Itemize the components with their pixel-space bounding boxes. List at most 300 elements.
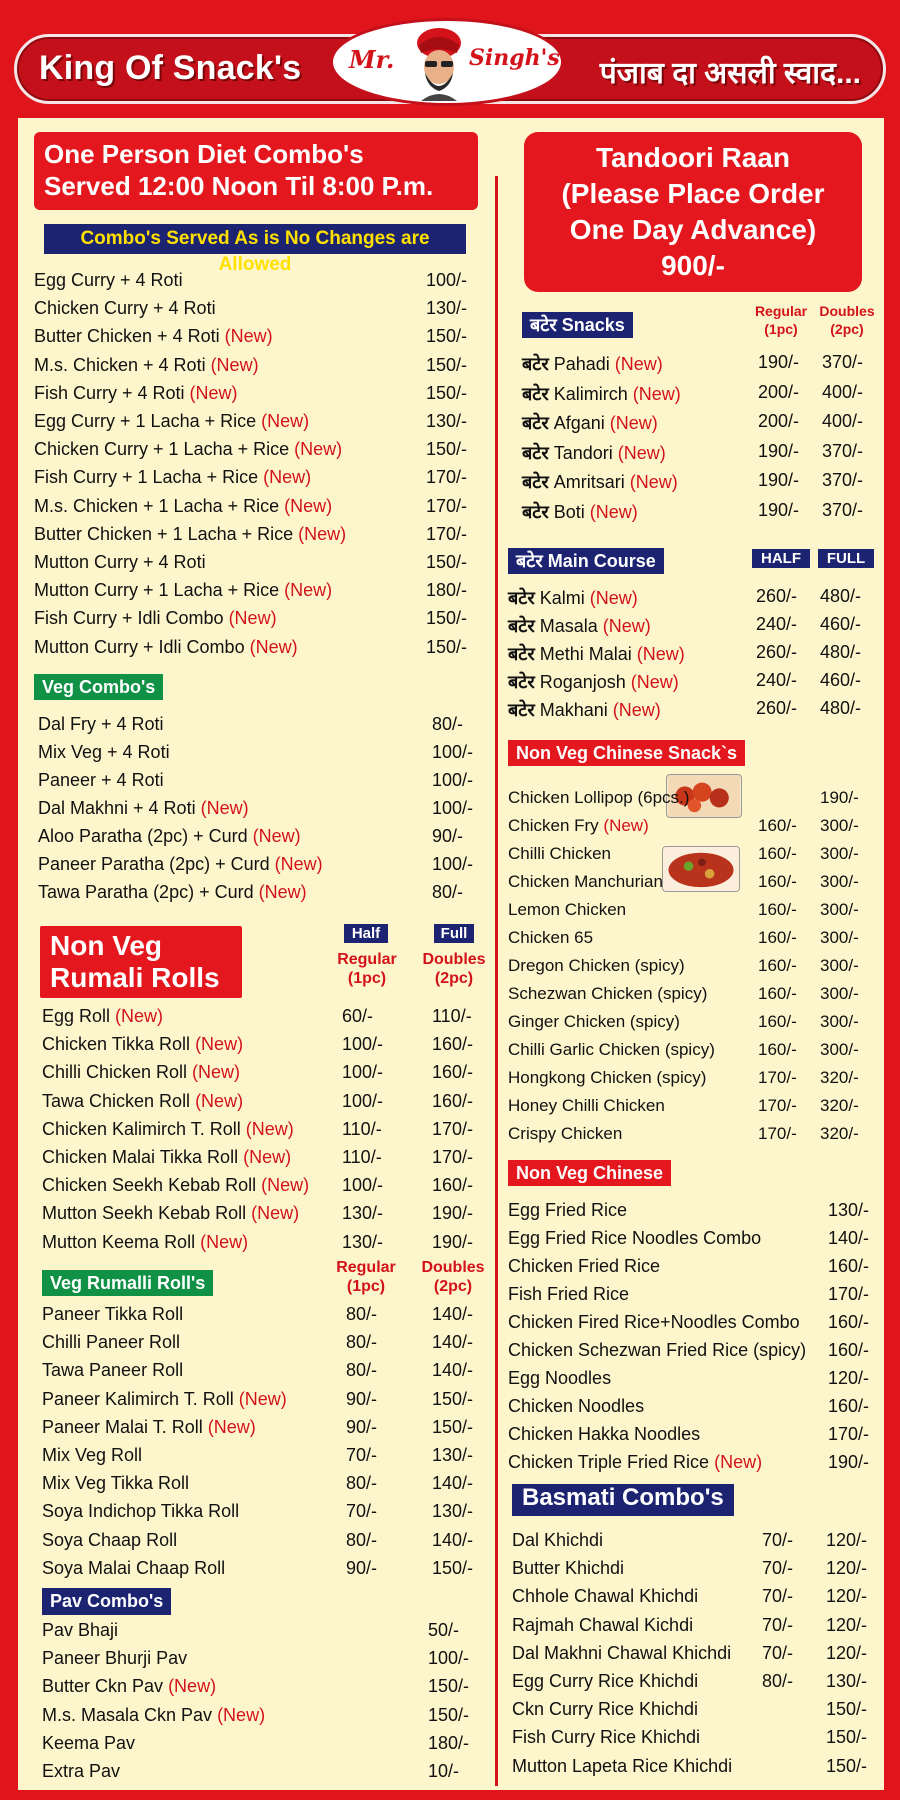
item-name	[42, 1501, 239, 1522]
new-badge: (New)	[233, 1388, 287, 1409]
menu-item-row	[34, 637, 474, 663]
item-name	[42, 1006, 163, 1027]
item-name	[42, 1389, 287, 1410]
item-name-text: Egg Fried Rice Noodles Combo	[508, 1228, 762, 1248]
new-badge: (New)	[202, 1416, 256, 1437]
diet-title-line-2: Served 12:00 Noon Til 8:00 P.m.	[44, 171, 434, 201]
item-name-text: Extra Pav	[42, 1761, 121, 1781]
new-badge: (New)	[269, 854, 323, 874]
item-name	[508, 788, 689, 808]
item-name	[508, 1200, 627, 1221]
tandoori-raan-box	[524, 132, 862, 292]
menu-item-row	[508, 816, 878, 842]
bater-prefix: बटेर	[508, 672, 540, 692]
item-name	[34, 355, 259, 376]
menu-item-row	[512, 1643, 874, 1669]
item-price: 100/-	[432, 742, 474, 762]
menu-item-row	[522, 382, 882, 408]
item-price-regular: 160/-	[758, 928, 797, 947]
bater-main-label: Main Course	[547, 551, 656, 571]
item-name-text: Chicken Schezwan Fried Rice (spicy)	[508, 1340, 807, 1360]
menu-item-row	[508, 670, 878, 696]
item-price-regular: 200/-	[758, 381, 800, 402]
item-price-regular: 170/-	[758, 1096, 797, 1115]
new-badge: (New)	[240, 1118, 294, 1139]
menu-item-row	[42, 1705, 492, 1731]
item-price-double: 150/-	[432, 1416, 474, 1437]
menu-item-row	[512, 1558, 874, 1584]
menu-item-row	[34, 580, 474, 606]
item-price: 170/-	[828, 1424, 870, 1444]
menu-item-row	[508, 1340, 878, 1366]
item-price-double: 460/-	[820, 614, 862, 634]
menu-item-row	[508, 1124, 878, 1150]
item-price: 10/-	[428, 1761, 460, 1781]
item-price-regular: 80/-	[346, 1529, 378, 1550]
menu-item-row	[508, 1012, 878, 1038]
item-name	[512, 1699, 698, 1720]
item-name-text: Aloo Paratha (2pc) + Curd	[38, 826, 248, 846]
bater-prefix: बटेर	[508, 644, 540, 664]
veg-rolls-doubles-label	[410, 1258, 496, 1296]
new-badge: (New)	[612, 442, 666, 463]
veg-rolls-doubles-text: Doubles (2pc)	[421, 1259, 485, 1295]
item-name-text: Fish Curry + 4 Roti	[34, 382, 185, 403]
item-name-text: Butter Ckn Pav	[42, 1676, 164, 1697]
item-price-double: 120/-	[826, 1558, 868, 1579]
item-name	[522, 382, 681, 406]
menu-item-row	[512, 1699, 874, 1725]
bater-prefix: बटेर	[522, 501, 554, 522]
item-name-text: Chicken Malai Tikka Roll	[42, 1147, 239, 1167]
item-name-text: Paneer Paratha (2pc) + Curd	[38, 854, 270, 874]
item-name	[508, 1396, 644, 1417]
bater-prefix: बटेर	[522, 442, 554, 463]
item-price-regular: 100/-	[342, 1090, 384, 1111]
item-name-text: Masala	[539, 616, 598, 636]
item-price: 50/-	[428, 1620, 460, 1640]
item-name	[512, 1671, 698, 1692]
item-name	[508, 1124, 622, 1144]
item-price: 150/-	[426, 636, 468, 657]
menu-item-row	[508, 1424, 878, 1450]
item-price-double: 120/-	[826, 1586, 868, 1607]
item-price-double: 370/-	[822, 440, 864, 461]
item-price-double: 130/-	[432, 1501, 474, 1522]
menu-item-row	[42, 1147, 492, 1173]
item-name	[38, 770, 164, 791]
menu-item-row	[522, 470, 882, 496]
item-name	[34, 637, 298, 658]
new-badge: (New)	[624, 472, 678, 492]
item-price-double: 170/-	[432, 1118, 474, 1139]
item-name	[42, 1062, 240, 1083]
item-name-text: Chicken 65	[508, 928, 594, 947]
item-price-regular: 160/-	[758, 956, 797, 975]
menu-item-row	[42, 1676, 492, 1702]
item-name	[42, 1119, 294, 1140]
menu-item-row	[508, 698, 878, 724]
item-price-regular: 80/-	[346, 1473, 378, 1494]
new-badge: (New)	[205, 354, 259, 375]
item-price: 130/-	[426, 411, 468, 431]
item-price-double: 370/-	[822, 499, 864, 520]
menu-item-row	[34, 467, 474, 493]
item-name-text: Dal Khichdi	[512, 1530, 604, 1550]
new-badge: (New)	[253, 882, 307, 902]
item-name-text: Chicken Manchurian	[508, 872, 663, 891]
menu-item-row	[42, 1445, 492, 1471]
menu-item-row	[38, 798, 478, 824]
item-name-text: Dal Fry + 4 Roti	[38, 714, 164, 734]
item-name-text: M.s. Chicken + 1 Lacha + Rice	[34, 495, 280, 516]
raan-price: 900/-	[661, 250, 725, 281]
menu-item-row	[42, 1761, 492, 1787]
item-price-double: 190/-	[820, 788, 859, 807]
item-name	[38, 882, 307, 903]
item-name	[522, 500, 638, 524]
menu-item-row	[42, 1034, 492, 1060]
item-name	[508, 1040, 715, 1060]
item-name	[508, 1012, 680, 1032]
item-price: 130/-	[828, 1200, 870, 1220]
new-badge: (New)	[212, 1704, 266, 1725]
item-price-regular: 190/-	[758, 470, 800, 490]
menu-item-row	[508, 788, 878, 814]
item-price: 180/-	[426, 580, 468, 601]
menu-item-row	[508, 1284, 878, 1310]
bater-full-label: FULL	[818, 549, 874, 568]
item-name-text: Fish Curry Rice Khichdi	[512, 1727, 701, 1748]
item-name-text: Chicken Noodles	[508, 1396, 645, 1416]
item-name-text: Dal Makhni Chawal Khichdi	[512, 1642, 732, 1663]
item-name	[508, 1312, 800, 1333]
item-price: 80/-	[432, 714, 464, 734]
item-price-regular: 90/-	[346, 1388, 378, 1409]
new-badge: (New)	[627, 383, 681, 404]
new-badge: (New)	[244, 636, 298, 657]
item-name-text: Soya Chaap Roll	[42, 1529, 178, 1550]
menu-item-row	[42, 1119, 492, 1145]
menu-item-row	[512, 1756, 874, 1782]
item-price-regular: 160/-	[758, 1012, 797, 1031]
item-name-text: Ginger Chicken (spicy)	[508, 1012, 680, 1031]
item-price-regular: 80/-	[346, 1304, 378, 1324]
menu-item-row	[38, 854, 478, 880]
new-badge: (New)	[187, 1062, 241, 1083]
item-name	[34, 467, 311, 488]
bater-prefix: बटेर	[508, 700, 540, 720]
item-price-double: 170/-	[432, 1147, 474, 1167]
menu-item-row	[42, 1558, 492, 1584]
menu-item-row	[42, 1175, 492, 1201]
menu-item-row	[508, 844, 878, 870]
item-name	[42, 1648, 187, 1669]
item-name-text: Paneer + 4 Roti	[38, 770, 164, 790]
menu-item-row	[42, 1006, 492, 1032]
item-price-double: 140/-	[432, 1529, 474, 1550]
raan-title: Tandoori Raan	[596, 142, 790, 173]
item-name-text: Mutton Lapeta Rice Khichdi	[512, 1755, 733, 1776]
item-price-double: 140/-	[432, 1332, 474, 1353]
item-name-text: Hongkong Chicken (spicy)	[508, 1068, 707, 1087]
item-price: 150/-	[428, 1676, 470, 1697]
menu-item-row	[42, 1417, 492, 1443]
new-badge: (New)	[709, 1452, 763, 1472]
item-price: 120/-	[828, 1368, 870, 1388]
item-price-regular: 100/-	[342, 1175, 384, 1196]
bater-prefix: बटेर	[522, 383, 554, 404]
item-name	[508, 844, 611, 864]
new-badge: (New)	[223, 608, 277, 629]
item-name-text: Schezwan Chicken (spicy)	[508, 984, 708, 1003]
item-name-text: Chicken Kalimirch T. Roll	[42, 1118, 241, 1139]
item-price: 100/-	[428, 1648, 470, 1669]
item-price-double: 120/-	[826, 1614, 868, 1635]
item-price-regular: 260/-	[756, 586, 798, 606]
bater-snacks-title	[522, 312, 633, 338]
item-name	[508, 816, 649, 836]
menu-item-row	[42, 1620, 492, 1646]
item-price: 140/-	[828, 1228, 870, 1248]
item-name-text: Soya Malai Chaap Roll	[42, 1557, 226, 1578]
item-name-text: Kalimirch	[553, 383, 628, 404]
item-price-regular: 90/-	[346, 1557, 378, 1578]
item-price: 150/-	[426, 354, 468, 375]
new-badge: (New)	[609, 354, 663, 374]
item-price-double: 150/-	[432, 1388, 474, 1409]
menu-item-row	[38, 714, 478, 740]
item-name	[508, 1256, 660, 1277]
new-badge: (New)	[584, 501, 638, 522]
item-name	[34, 411, 309, 432]
menu-item-row	[508, 1312, 878, 1338]
item-name-text: Amritsari	[553, 472, 625, 492]
item-name-text: Rajmah Chawal Kichdi	[512, 1614, 694, 1635]
item-price-regular: 260/-	[756, 698, 798, 718]
menu-item-row	[512, 1727, 874, 1753]
bater-prefix: बटेर	[522, 413, 554, 433]
menu-item-row	[512, 1615, 874, 1641]
item-name	[508, 1340, 806, 1361]
item-name	[512, 1558, 624, 1579]
brand-tagline: King Of Snack's	[39, 49, 302, 87]
item-name-text: Roganjosh	[539, 672, 626, 692]
item-name	[508, 670, 679, 694]
item-price: 150/-	[426, 382, 468, 403]
item-name	[512, 1615, 693, 1636]
item-name	[42, 1091, 243, 1112]
item-price-regular: 70/-	[762, 1558, 794, 1579]
item-price-regular: 190/-	[758, 499, 800, 520]
item-name-text: Kalmi	[539, 588, 585, 608]
item-name	[512, 1643, 731, 1664]
menu-item-row	[508, 614, 878, 640]
rolls-doubles-label	[414, 950, 494, 988]
menu-item-row	[508, 1200, 878, 1226]
menu-item-row	[508, 956, 878, 982]
rolls-half-label: Half	[344, 924, 388, 943]
item-price-double: 480/-	[820, 586, 862, 606]
item-price-regular: 70/-	[346, 1445, 378, 1465]
item-price-regular: 80/-	[346, 1332, 378, 1353]
menu-item-row	[508, 1040, 878, 1066]
bater-main-title	[508, 548, 664, 574]
item-price-regular: 110/-	[342, 1118, 382, 1139]
bater-doubles-text: Doubles (2pc)	[819, 303, 875, 337]
new-badge: (New)	[293, 523, 347, 544]
item-name	[42, 1304, 183, 1325]
menu-item-row	[34, 298, 474, 324]
item-price-double: 130/-	[432, 1445, 474, 1465]
menu-item-row	[34, 383, 474, 409]
item-price-double: 120/-	[826, 1530, 868, 1550]
bater-doubles-label	[812, 302, 882, 338]
item-name	[34, 270, 183, 291]
item-name-text: Crispy Chicken	[508, 1124, 623, 1143]
bater-regular-text: Regular (1pc)	[754, 303, 808, 337]
item-name-text: Chicken Curry + 1 Lacha + Rice	[34, 439, 290, 460]
menu-item-row	[42, 1332, 492, 1358]
item-name	[508, 956, 685, 976]
item-name	[38, 742, 170, 763]
new-badge: (New)	[256, 1175, 310, 1196]
item-price-regular: 240/-	[756, 614, 798, 634]
menu-item-row	[42, 1232, 492, 1258]
item-name-text: Chicken Fired Rice+Noodles Combo	[508, 1312, 800, 1332]
bater-main-prefix: बटेर	[516, 551, 543, 571]
nv-chinese-title: Non Veg Chinese	[508, 1160, 671, 1186]
item-name-text: Mutton Keema Roll	[42, 1231, 196, 1252]
item-name-text: Chilli Garlic Chicken (spicy)	[508, 1040, 715, 1059]
item-name-text: Egg Noodles	[508, 1368, 612, 1388]
item-name-text: Chicken Triple Fried Rice	[508, 1452, 710, 1472]
item-price-regular: 100/-	[342, 1034, 384, 1055]
item-price-double: 140/-	[432, 1360, 474, 1381]
menu-item-row	[522, 500, 882, 526]
item-price-regular: 110/-	[342, 1147, 382, 1167]
new-badge: (New)	[190, 1090, 244, 1111]
item-price: 170/-	[426, 495, 468, 516]
nv-chinese-snacks-title: Non Veg Chinese Snack`s	[508, 740, 745, 766]
menu-item-row	[508, 1096, 878, 1122]
menu-item-row	[34, 524, 474, 550]
item-name-text: Paneer Kalimirch T. Roll	[42, 1388, 234, 1409]
item-price-double: 300/-	[820, 984, 859, 1003]
item-name-text: Pahadi	[553, 354, 610, 374]
item-price-double: 300/-	[820, 900, 859, 919]
menu-item-row	[34, 326, 474, 352]
item-price-regular: 130/-	[342, 1231, 384, 1252]
menu-item-row	[34, 270, 474, 296]
item-price: 150/-	[428, 1704, 470, 1725]
item-name-text: Soya Indichop Tikka Roll	[42, 1501, 240, 1522]
item-price-double: 150/-	[432, 1557, 474, 1578]
item-price-double: 400/-	[822, 411, 864, 431]
item-name-text: Chilli Paneer Roll	[42, 1332, 181, 1353]
veg-rolls-regular-text: Regular (1pc)	[336, 1259, 396, 1295]
new-badge: (New)	[598, 816, 649, 835]
item-price-regular: 70/-	[762, 1614, 794, 1635]
item-name	[508, 1452, 762, 1473]
item-name	[42, 1558, 225, 1579]
item-name-text: Chhole Chawal Khichdi	[512, 1586, 699, 1607]
menu-item-row	[42, 1091, 492, 1117]
turbaned-man-icon	[411, 27, 467, 101]
menu-item-row	[34, 552, 474, 578]
item-price-double: 300/-	[820, 872, 859, 891]
item-name	[522, 441, 666, 465]
menu-item-row	[522, 441, 882, 467]
item-price: 150/-	[426, 326, 468, 347]
item-name	[34, 298, 216, 319]
item-name	[42, 1445, 142, 1466]
new-badge: (New)	[256, 411, 310, 431]
item-name	[34, 383, 238, 404]
item-name	[512, 1586, 698, 1607]
item-name	[522, 411, 658, 435]
item-name	[42, 1705, 265, 1726]
menu-item-row	[508, 1452, 878, 1478]
item-name-text: Butter Khichdi	[512, 1558, 625, 1579]
item-name	[34, 524, 346, 545]
item-name-text: Mutton Seekh Kebab Roll	[42, 1203, 247, 1224]
new-badge: (New)	[110, 1006, 164, 1026]
item-name	[34, 326, 273, 347]
menu-item-row	[508, 586, 878, 612]
punjabi-tagline: पंजाब दा असली स्वाद...	[599, 57, 861, 90]
item-name	[508, 1228, 761, 1249]
item-price-regular: 260/-	[756, 642, 798, 662]
item-name	[38, 714, 164, 735]
item-name	[508, 1284, 629, 1305]
item-price-double: 140/-	[432, 1473, 474, 1494]
item-name-text: Butter Chicken + 1 Lacha + Rice	[34, 523, 294, 544]
item-name-text: Egg Curry + 1 Lacha + Rice	[34, 411, 257, 431]
item-name	[42, 1733, 135, 1754]
item-name	[512, 1756, 732, 1777]
item-name	[42, 1761, 120, 1782]
new-badge: (New)	[247, 826, 301, 846]
new-badge: (New)	[631, 644, 685, 664]
menu-item-row	[508, 900, 878, 926]
rolls-doubles-text: Doubles (2pc)	[422, 951, 486, 987]
bater-regular-label	[748, 302, 814, 338]
menu-item-row	[38, 742, 478, 768]
item-price: 180/-	[428, 1732, 470, 1753]
item-price-double: 460/-	[820, 670, 862, 690]
item-price: 150/-	[426, 439, 468, 460]
item-name	[508, 1068, 706, 1088]
item-name-text: Paneer Tikka Roll	[42, 1304, 184, 1324]
item-name-text: Boti	[553, 501, 585, 522]
item-price-double: 190/-	[432, 1231, 474, 1252]
item-price-regular: 240/-	[756, 670, 798, 690]
item-name-text: Chicken Tikka Roll	[42, 1034, 191, 1055]
veg-combo-title: Veg Combo's	[34, 674, 163, 700]
item-name-text: Chilli Chicken Roll	[42, 1062, 188, 1083]
item-price-double: 300/-	[820, 844, 859, 863]
item-price-double: 370/-	[822, 470, 864, 490]
new-badge: (New)	[219, 326, 273, 347]
item-name-text: Ckn Curry Rice Khichdi	[512, 1699, 699, 1720]
basmati-title: Basmati Combo's	[512, 1484, 734, 1516]
menu-item-row	[34, 439, 474, 465]
item-name-text: M.s. Masala Ckn Pav	[42, 1704, 213, 1725]
item-price-regular: 60/-	[342, 1006, 374, 1026]
menu-item-row	[42, 1203, 492, 1229]
item-name-text: Afgani	[553, 413, 605, 433]
